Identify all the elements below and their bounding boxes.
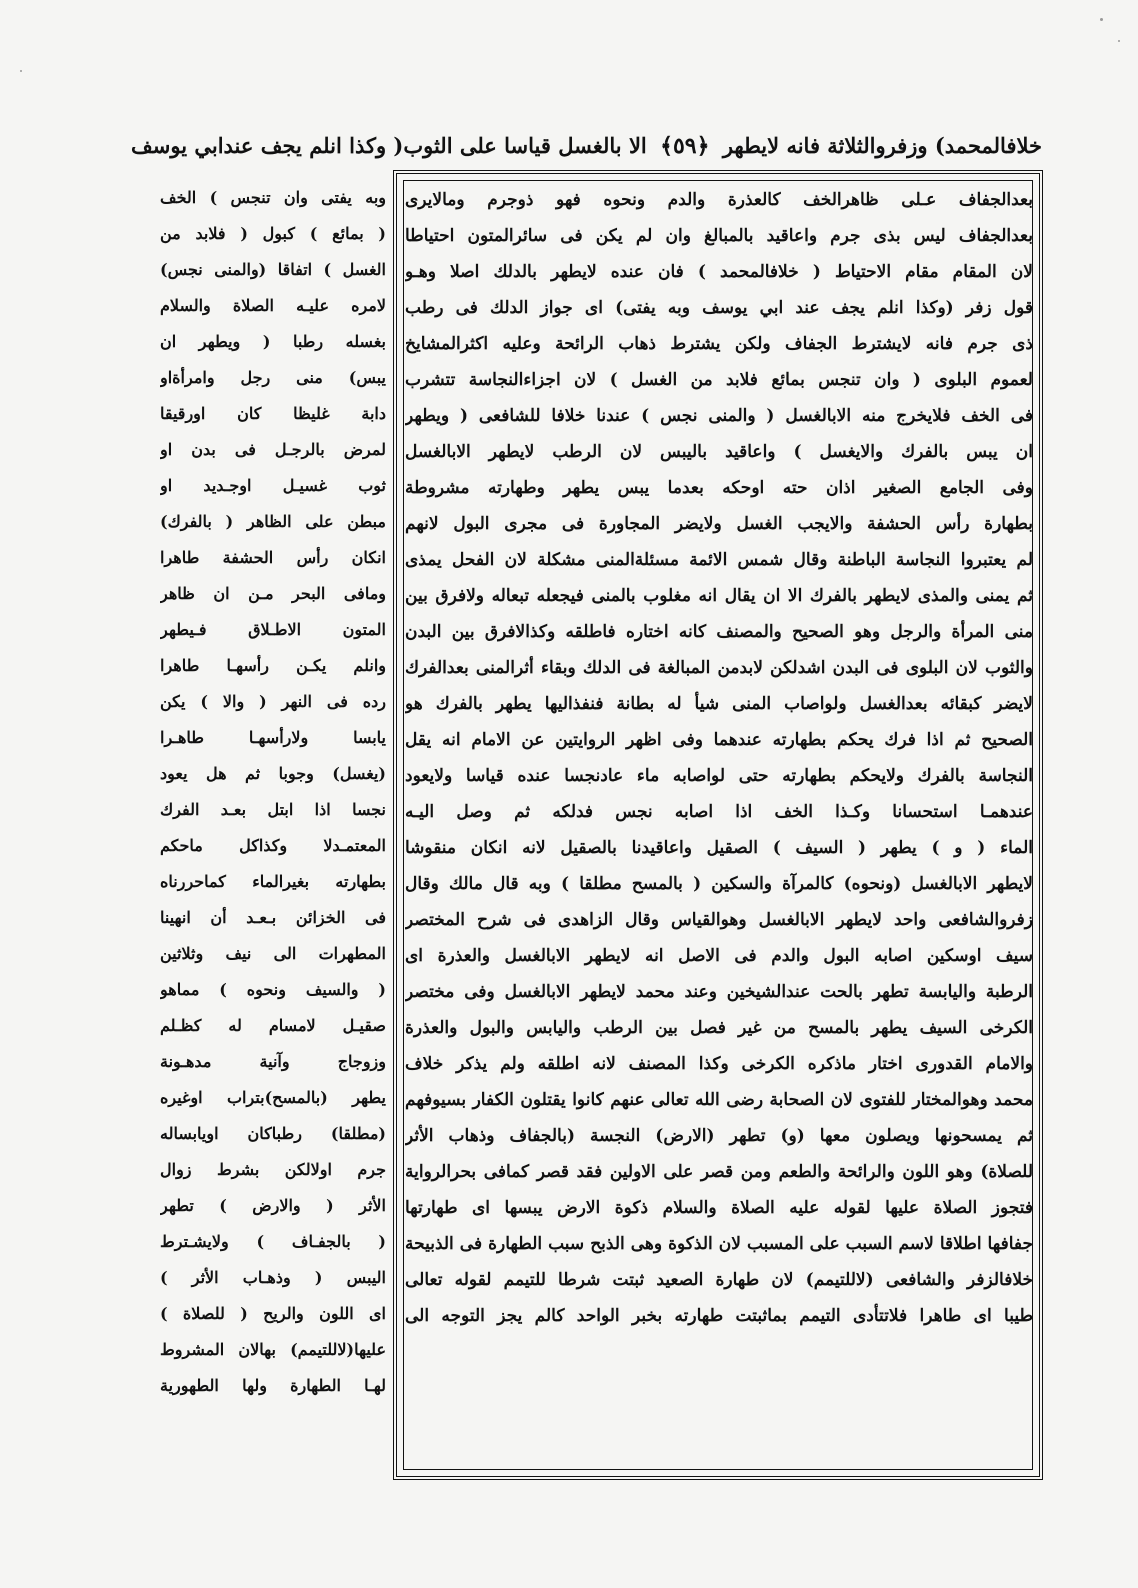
side-line: بغسله رطبا ( ويطهر ان [160, 332, 386, 351]
main-line: والثوب لان البلوى فى البدن اشدلكن لابدمن المبالغة فى الدلك وبقاء أثرالمنى بعدالفرك [405, 658, 1033, 678]
side-line: الأثر ( والارض ) تطهر [160, 1196, 386, 1215]
main-line: فتجوز الصلاة عليها لقوله عليه الصلاة والسلام ذكوة الارض يبسها اى طهارتها [405, 1198, 1033, 1218]
main-line: محمد وهوالمختار للفتوى لان الصحابة رضى الله تعالى عنهم كانوا يقتلون الكفار بسيوفهم [405, 1090, 1033, 1110]
side-line: جرم اولالكن بشرط زوال [160, 1160, 386, 1179]
side-line: ( بالجفـاف ) ولايشـترط [160, 1232, 386, 1251]
side-line: عليها(لاللتيمم) بهالان المشروط [160, 1340, 386, 1359]
main-line: لم يعتبروا النجاسة الباطنة وقال شمس الائمة مسئلةالمنى مشكلة لان الفحل يمذى [405, 550, 1033, 570]
side-line: يابسا ولارأسهـا طاهـرا [160, 728, 386, 747]
side-line: المتون الاطـلاق فـيطهر [160, 620, 386, 639]
main-line: خلافالزفر والشافعى (لاللتيمم) لان طهارة الصعيد ثبتت شرطا للتيمم لقوله تعالى [405, 1270, 1033, 1290]
main-line: فى الخف فلايخرج منه الابالغسل ( والمنى نجس ) عندنا خلافا للشافعى ( ويطهر [405, 406, 1033, 426]
side-line: الغسل ) اتفاقا (والمنى نجس) [160, 260, 386, 279]
side-line: المعتمـدلا وكذاكل ماحكم [160, 836, 386, 855]
side-line: وانلم يكـن رأسهـا طاهرا [160, 656, 386, 675]
scan-speck [20, 70, 22, 72]
main-line: لايضر كبقائه بعدالغسل ولواصاب المنى شيأ له بطانة فنفذاليها يطهر بالفرك هو [405, 694, 1033, 714]
side-line: ومافى البحر مـن ان ظاهر [160, 584, 386, 603]
main-line: بطهارة رأس الحشفة والايجب الغسل ولايضر المجاورة فى مجرى البول لانهم [405, 514, 1033, 534]
main-line: الماء ( و ) يطهر ( السيف ) الصقيل واعاقيدنا بالصقيل لانه انكان منقوشا [405, 838, 1033, 858]
side-line: ثوب غسيـل اوجـديد او [160, 476, 386, 495]
side-line: لامره عليـه الصلاة والسلام [160, 296, 386, 315]
side-line: بطهارته بغيرالماء كماحررناه [160, 872, 386, 891]
side-commentary-text [160, 180, 386, 1404]
scan-speck [1118, 40, 1120, 42]
main-line: الكرخى السيف يطهر بالمسح من غير فصل بين الرطب واليابس والبول والعذرة [405, 1018, 1033, 1038]
main-line: عندهمـا استحسانا وكـذا الخف اذا اصابه نجس فدلكه ثم وصل اليـه [405, 802, 1033, 822]
side-line: دابة غليظا كان اورقيقا [160, 404, 386, 423]
main-line: ان يبس بالفرك والايغسل ) واعاقيد باليبس لان الرطب لايطهر الابالغسل [405, 442, 1033, 462]
main-line: النجاسة بالفرك ولايحكم بطهارته حتى لواصابه ماء عادنجسا عنده قياسا ولايعود [405, 766, 1033, 786]
side-line: وزوجاج وآنية مدهـونة [160, 1052, 386, 1071]
side-line: رده فى النهر ( والا ) يكن [160, 692, 386, 711]
side-line: يطهر (بالمسح)بتراب اوغيره [160, 1088, 386, 1107]
running-header [131, 124, 1042, 168]
main-line: الصحيح ثم اذا فرك يحكم بطهارته عندهما وفى اظهر الروايتين عن الامام انه يقل [405, 730, 1033, 750]
main-line: جفافها اطلاقا لاسم السبب على المسبب لان الذكوة وهى الذبح سبب الطهارة فى الذبيحة [405, 1234, 1033, 1254]
main-line: ذى جرم فانه لايشترط الجفاف ولكن يشترط ذهاب الرائحة وعليه اكثرالمشايخ [405, 334, 1033, 354]
header-right-text: خلافالمحمد) وزفروالثلاثة فانه لايطهر [722, 133, 1042, 158]
main-line: ثم يمسحونها ويصلون معها (و) تطهر (الارض) النجسة (بالجفاف وذهاب الأثر [405, 1126, 1033, 1146]
main-line: الرطبة واليابسة تطهر بالحت عندالشيخين وعند محمد لايطهر الابالغسل وفى مختصر [405, 982, 1033, 1002]
main-line: زفروالشافعى واحد لايطهر الابالغسل وهوالقياس وقال الزاهدى فى شرح المختصر [405, 910, 1033, 930]
side-line: المطهرات الى نيف وثلاثين [160, 944, 386, 963]
side-line: وبه يفتى وان تنجس ) الخف [160, 188, 386, 207]
side-line: ( والسيف ونحوه ) مماهو [160, 980, 386, 999]
side-line: صقيـل لامسام له كظـلم [160, 1016, 386, 1035]
main-line: بعدالجفاف ليس بذى جرم واعاقيد بالمبالغ وان لم يكن فى سائرالمتون احتياطا [405, 226, 1033, 246]
side-line: اليبس ( وذهـاب الأثر ) [160, 1268, 386, 1287]
side-line: لهـا الطهارة ولها الطهورية [160, 1376, 386, 1395]
side-line: (مطلقا) رطباكان اويابساله [160, 1124, 386, 1143]
main-line: طيبا اى طاهرا فلاتتأدى التيمم بماثبتت طهارته بخبر الواحد كالم يجز التوجه الى [405, 1306, 1033, 1326]
main-line: لعموم البلوى ( وان تنجس بمائع فلابد من الغسل ) لان اجزاءالنجاسة تتشرب [405, 370, 1033, 390]
side-line: لمرض بالرجـل فى بدن او [160, 440, 386, 459]
side-line: يبس) منى رجل وامرأةاو [160, 368, 386, 387]
side-line: اى اللون والريح ( للصلاة ) [160, 1304, 386, 1323]
main-line: لان المقام مقام الاحتياط ( خلافالمحمد ) فان عنده لايطهر بالدلك اصلا وهـو [405, 262, 1033, 282]
main-line: قول زفر (وكذا انلم يجف عند ابي يوسف وبه يفتى) اى جواز الدلك فى رطب [405, 298, 1033, 318]
side-line: فى الخزائن بـعـد أن انهينا [160, 908, 386, 927]
main-line: بعدالجفاف عـلى ظاهرالخف كالعذرة والدم ونحوه فهو ذوجرم ومالايرى [405, 190, 1033, 210]
header-left-text: الا بالغسل قياسا على الثوب( وكذا انلم يجف عندابي يوسف [131, 133, 647, 158]
side-line: ( بمائع ) كبول ( فلابد من [160, 224, 386, 243]
main-commentary-text [405, 182, 1033, 1334]
main-line: منى المرأة والرجل وهو الصحيح والمصنف كانه اختاره فاطلقه وكذالافرق بين البدن [405, 622, 1033, 642]
main-line: سيف اوسكين اصابه البول والدم فى الاصل انه لايطهر الابالغسل والعذرة اى [405, 946, 1033, 966]
side-line: انكان رأس الحشفة طاهرا [160, 548, 386, 567]
side-line: مبطن على الظاهر ( بالفرك) [160, 512, 386, 531]
side-line: نجسا اذا ابتل بعـد الفرك [160, 800, 386, 819]
main-line: للصلاة) وهو اللون والرائحة والطعم ومن قصر على الاولين فقد قصر كمافى بحرالرواية [405, 1162, 1033, 1182]
page-number: ﴿٥٩﴾ [660, 133, 710, 159]
main-line: وفى الجامع الصغير اذان حته اوحكه بعدما يبس يطهر وطهارته مشروطة [405, 478, 1033, 498]
scan-speck [1100, 18, 1103, 21]
side-line: (يغسل) وجوبا ثم هل يعود [160, 764, 386, 783]
main-line: ثم يمنى والمذى لايطهر بالفرك الا ان يقال انه مغلوب بالمنى فيجعله تبعاله ولافرق بين [405, 586, 1033, 606]
main-line: لايطهر الابالغسل (ونحوه) كالمرآة والسكين ( بالمسح مطلقا ) وبه قال مالك وقال [405, 874, 1033, 894]
main-line: والامام القدورى اختار ماذكره الكرخى وكذا المصنف لانه اطلقه ولم يذكر خلاف [405, 1054, 1033, 1074]
